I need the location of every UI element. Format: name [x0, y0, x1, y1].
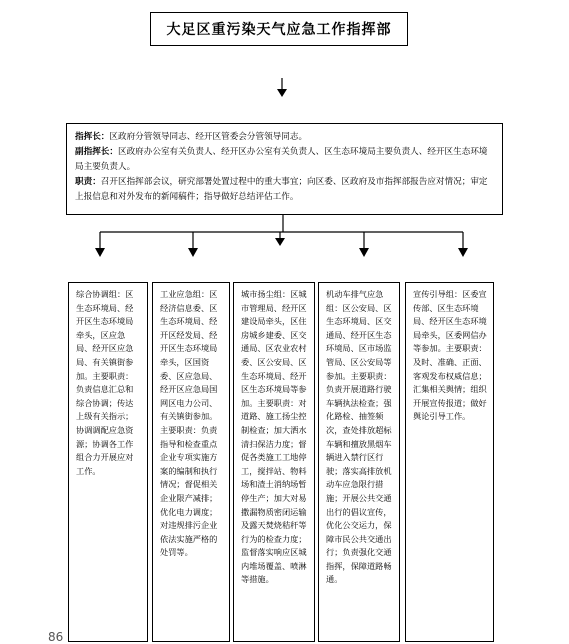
page-number: 86 [48, 630, 64, 644]
group-text-vehicle-emission: 机动车排气应急组：区公安局、区生态环境局、区交通局、经开区生态环境局、区市场监管局、区公安局等参加。主要职责：负责开展道路行驶车辆执法检查；强化路检、抽签频次，查处排放超标车辆和擅放黑烟车辆进入禁行区行驶；落实高排放机动车应急限行措施；开展公共交通出行的倡议宣传，优化公交运力，保障市民公共交通出行；负责强化交通指挥，保障道路畅通。 [326, 289, 392, 585]
group-text-coordination: 综合协调组：区生态环境局、经开区生态环境局牵头，区应急局、经开区应急局、有关镇街参加。主要职责：负责信息汇总和综合协调；传达上级有关指示；协调调配应急资源；协调各工作组合力开展应对工作。 [76, 289, 134, 476]
duties-line [75, 175, 496, 205]
leadership-box [66, 123, 503, 215]
duties-label: 职责： [75, 177, 101, 187]
group-text-industrial: 工业应急组：区经济信息委、区生态环境局、经开区经发局、经开区生态环境局牵头，区国资委、区应急局、经开区应急局国网区电力公司、有关镇街参加。主要职责：负责指导和检查重点企业专项实施方案的编制和执行情况；督促相关企业限产减排；优化电力调度；对违规排污企业依法实施严格的处罚等。 [160, 289, 218, 558]
group-text-publicity: 宣传引导组：区委宣传部、区生态环境局、经开区生态环境局牵头，区委网信办等参加。主要职责：及时、准确、正面、客观发布权威信息；汇集相关舆情；组织开展宣传报道；做好舆论引导工作。 [413, 289, 487, 422]
commander-line [75, 130, 496, 145]
group-box-coordination [68, 282, 148, 642]
deputy-commander-line [75, 145, 496, 175]
commander-text: 区政府分管领导同志、经开区管委会分管领导同志。 [109, 132, 308, 142]
commander-label: 指挥长： [75, 132, 110, 142]
deputy-commander-label: 副指挥长： [75, 147, 118, 157]
group-box-publicity [405, 282, 494, 642]
group-box-industrial [152, 282, 230, 642]
group-box-vehicle-emission [318, 282, 400, 642]
duties-text: 召开区指挥部会议，研究部署处置过程中的重大事宜；向区委、区政府及市指挥部报告应对情况；审定上报信息和对外发布的新闻稿件；指导做好总结评估工作。 [75, 177, 488, 202]
command-title: 大足区重污染天气应急工作指挥部 [166, 22, 392, 38]
group-box-urban-dust [233, 282, 315, 642]
command-title-box [150, 12, 408, 46]
group-text-urban-dust: 城市扬尘组：区城市管理局、经开区建设局牵头，区住房城乡建委、区交通局、区农业农村委、区公安局、区生态环境局、经开区生态环境局等参加。主要职责：对道路、施工扬尘控制检查；加大洒水清扫保洁力度；督促各类施工工地停工，搅拌站、物料场和渣土消纳场暂停生产；加大对易撒漏物质密闭运输及露天焚烧秸秆等行为的检查力度；监督落实响应区城内堆场覆盖、喷淋等措施。 [241, 289, 307, 585]
deputy-commander-text: 区政府办公室有关负责人、经开区办公室有关负责人、区生态环境局主要负责人、经开区生态环境局主要负责人。 [75, 147, 488, 172]
